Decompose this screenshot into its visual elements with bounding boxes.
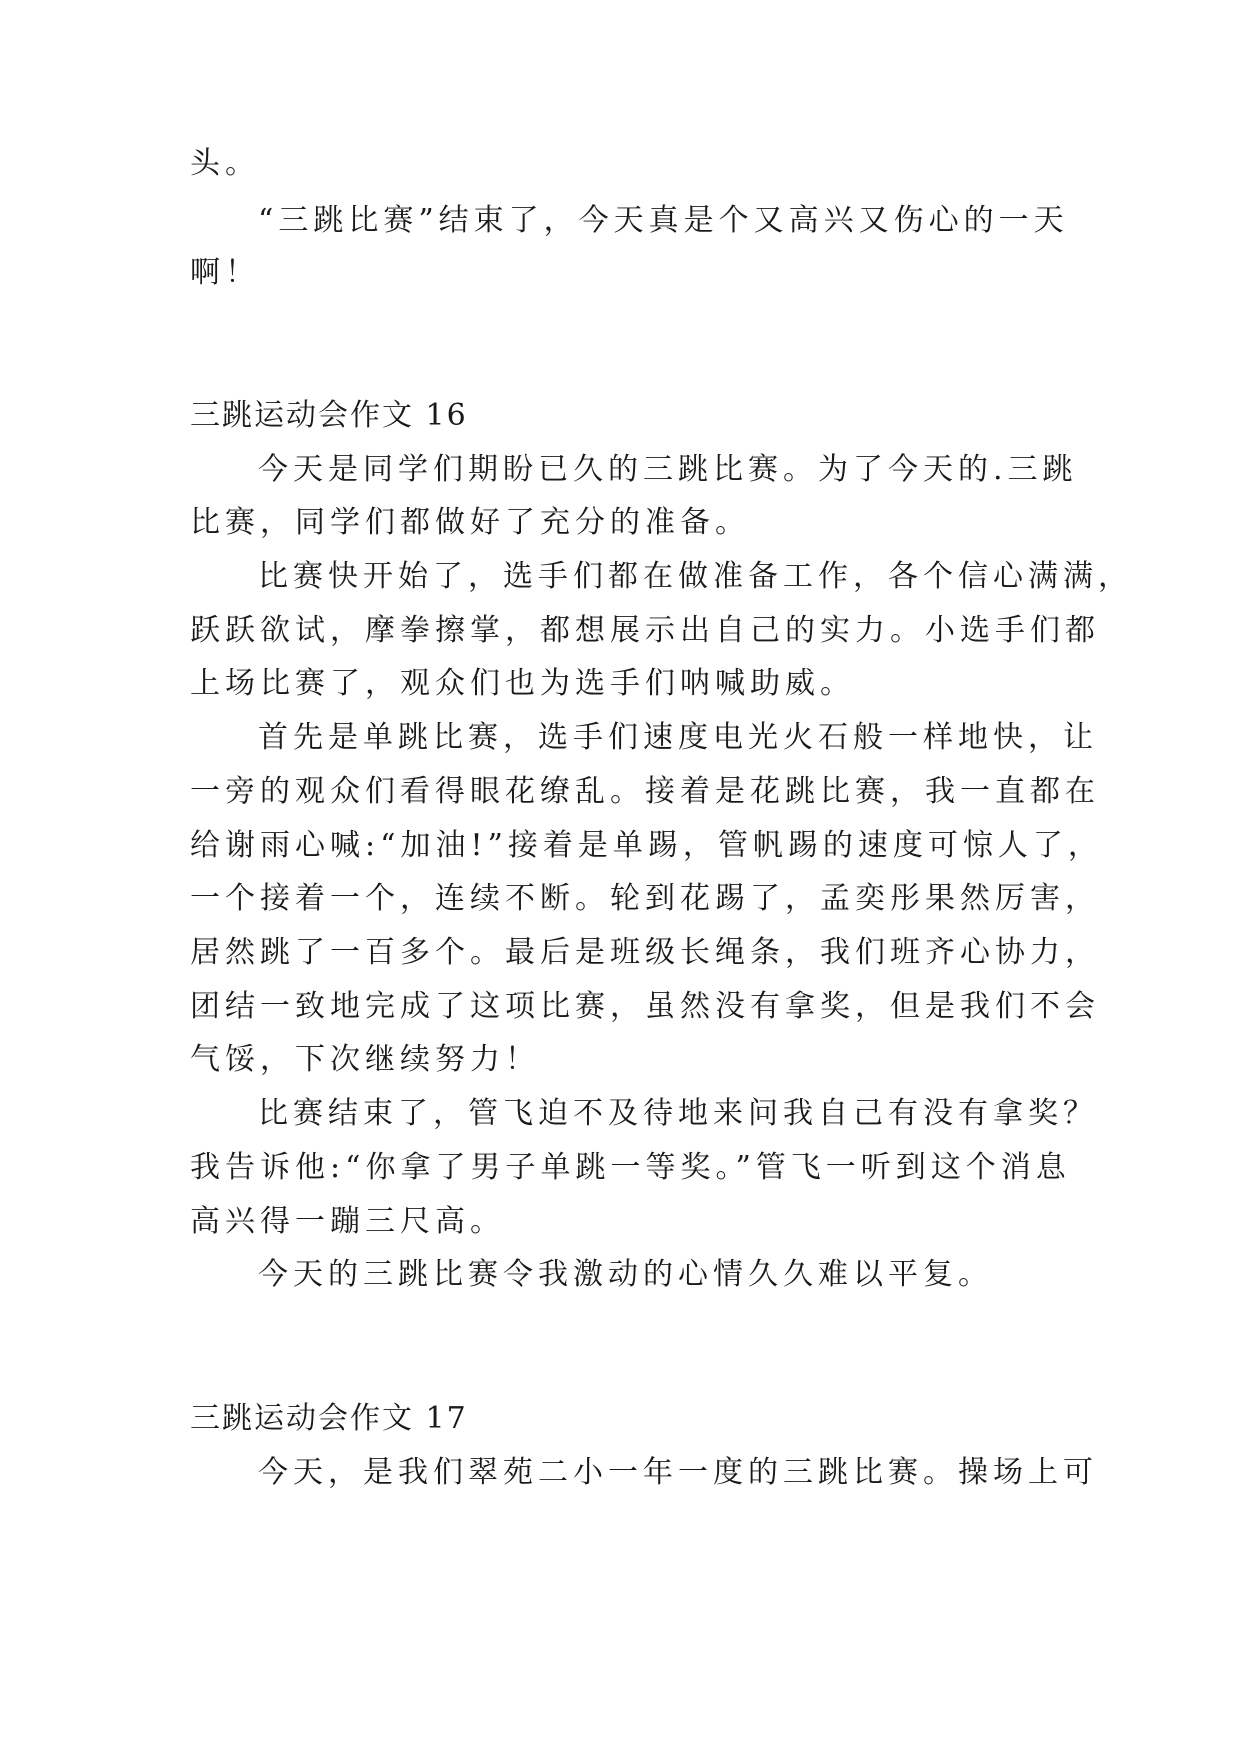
text-line: 比赛结束了，管飞迫不及待地来问我自己有没有拿奖？ (258, 1096, 1098, 1131)
text-line: 给谢雨心喊:“加油!”接着是单踢，管帆踢的速度可惊人了， (190, 828, 1103, 863)
text-line: 今天，是我们翠苑二小一年一度的三跳比赛。操场上可 (258, 1455, 1098, 1490)
text-line: “三跳比赛”结束了，今天真是个又高兴又伤心的一天 (258, 203, 1069, 238)
section-heading: 三跳运动会作文 17 (190, 1401, 468, 1436)
text-line: 啊！ (190, 255, 260, 290)
text-line: 一个接着一个，连续不断。轮到花踢了，孟奕彤果然厉害， (190, 881, 1100, 916)
text-line: 气馁，下次继续努力！ (190, 1042, 540, 1077)
text-line: 一旁的观众们看得眼花缭乱。接着是花跳比赛，我一直都在 (190, 774, 1100, 809)
text-line: 首先是单跳比赛，选手们速度电光火石般一样地快，让 (258, 720, 1098, 755)
text-line: 比赛快开始了，选手们都在做准备工作，各个信心满满， (258, 559, 1133, 594)
text-line: 头。 (190, 146, 260, 181)
text-line: 我告诉他:“你拿了男子单跳一等奖。”管飞一听到这个消息 (190, 1150, 1071, 1185)
text-line: 居然跳了一百多个。最后是班级长绳条，我们班齐心协力， (190, 935, 1100, 970)
text-line: 跃跃欲试，摩拳擦掌，都想展示出自己的实力。小选手们都 (190, 613, 1100, 648)
text-line: 高兴得一蹦三尺高。 (190, 1204, 505, 1239)
text-line: 团结一致地完成了这项比赛，虽然没有拿奖，但是我们不会 (190, 989, 1100, 1024)
text-line: 今天的三跳比赛令我激动的心情久久难以平复。 (258, 1257, 993, 1292)
text-line: 比赛，同学们都做好了充分的准备。 (190, 505, 750, 540)
text-line: 上场比赛了，观众们也为选手们呐喊助威。 (190, 666, 855, 701)
section-heading: 三跳运动会作文 16 (190, 398, 468, 433)
text-line: 今天是同学们期盼已久的三跳比赛。为了今天的.三跳 (258, 452, 1078, 487)
